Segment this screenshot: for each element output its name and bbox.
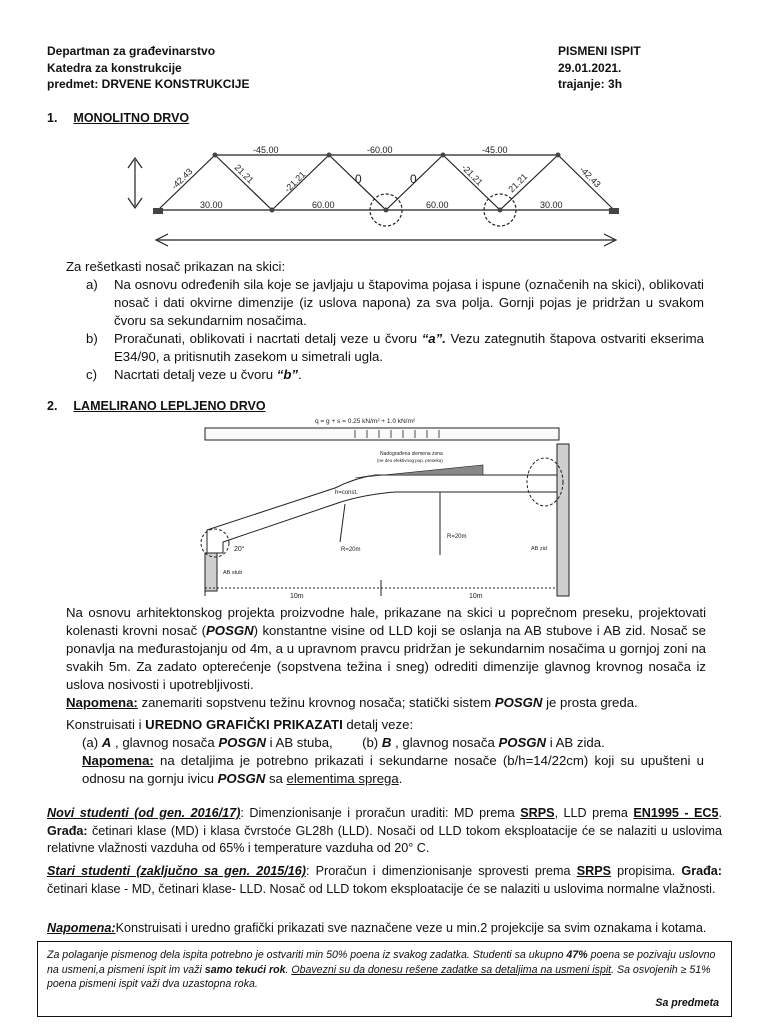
posgn-code: POSGN [498, 735, 547, 750]
bottom-chord-label-1: 30.00 [200, 200, 223, 210]
diagonal-label-4: 0 [410, 172, 417, 186]
ab-stub-label: AB stub [223, 570, 243, 576]
apex-note-1: Nadograđena slemena zona [380, 451, 443, 457]
course: predmet: DRVENE KONSTRUKCIJE [47, 77, 250, 91]
item-marker: b) [86, 331, 98, 346]
department: Departman za građevinarstvo [47, 44, 216, 58]
rules-box [37, 941, 732, 1017]
detail-b-text: , glavnog nosača [391, 735, 499, 750]
construct-text: detalj veze: [342, 717, 414, 732]
section2-heading: LAMELIRANO LEPLJENO DRVO [73, 399, 266, 413]
posgn-code: POSGN [206, 623, 254, 638]
node-b-ref: “b” [276, 367, 298, 382]
section1-number: 1. [47, 111, 58, 125]
old-students-label: Stari studenti (zaključno sa gen. 2015/16) [47, 864, 306, 878]
detail-b-letter: B [381, 735, 392, 750]
end-diagonal-left: -42.43 [169, 166, 195, 192]
note2-text: na detaljima je potrebno prikazati i sekundarne nosače (b/h=14/22cm) koji su upušteni u odnosu na gornju ivicu [82, 753, 704, 786]
detail-a-text: , glavnog nosača [111, 735, 219, 750]
header-right [558, 43, 641, 93]
rules-bold: samo tekući rok [204, 963, 286, 976]
item-text [114, 366, 704, 384]
header-left [47, 43, 249, 93]
ab-zid-label: AB zid [531, 546, 547, 552]
diagonal-label-5: -21.21 [459, 162, 485, 188]
item-marker: c) [86, 367, 97, 382]
old-text: propisima. [611, 864, 682, 878]
note1-label: Napomena: [66, 695, 138, 710]
exam-date: 29.01.2021. [558, 60, 622, 75]
note2 [82, 752, 704, 788]
posgn-code: POSGN [217, 771, 266, 786]
end-diagonal-right: -42.43 [577, 164, 603, 190]
rules-bold: 47% [566, 949, 588, 961]
note1-text: zanemariti sopstvenu težinu krovnog nosača; statički sistem [137, 695, 495, 710]
top-chord-label-2: -60.00 [367, 145, 393, 155]
span-label-1: 10m [290, 593, 304, 600]
srps-ref: SRPS [520, 806, 555, 820]
radius-label-2: R=20m [447, 534, 467, 540]
construct-line [66, 716, 706, 734]
section2-paragraph [66, 604, 706, 712]
old-students [47, 863, 722, 898]
section1-heading: MONOLITNO DRVO [73, 111, 190, 125]
glulam-figure [195, 410, 580, 602]
para-text: ) konstantne visine od LLD koji se oslanja na AB stubove i AB zid. Nosač se ponavlja na međurastojanju od 4m, a u upravnom pravcu pridržan je sekundarnim nosačima u gornjoj zoni na svakih 5m. Za zadato opterećenje (sopstvena težina i sneg) odrediti dimenzije glavnog krovnog nosača iz uslova nosivosti i upotrebljivosti. [66, 623, 706, 692]
item-text-part: Vezu zategnutih štapova ostvariti ekserima E34/90, a pritisnutih zasekom u simetrali ugla. [114, 331, 704, 364]
sprega-link: elementima sprega [286, 771, 399, 786]
diagonal-label-1: 21.21 [232, 162, 256, 186]
note2-label: Napomena: [82, 753, 154, 768]
rules-text: Za polaganje pismenog dela ispita potrebno je ostvariti min 50% poena iz svakog zadatka. Studenti sa ukupno [47, 949, 567, 961]
detail-b-marker: (b) [362, 735, 379, 750]
para-text: Na osnovu arhitektonskog projekta proizvodne hale, prikazane na skici u poprečnom preseku, projektovati kolenasti krovni nosač ( [66, 605, 706, 638]
node-a-ref: “a”. [421, 331, 446, 346]
rules-underlined: Obavezni su da donesu rešene zadatke sa detaljima na usmeni ispit [291, 963, 612, 976]
top-chord-label-1: -45.00 [253, 145, 279, 155]
general-note-label: Napomena: [47, 921, 116, 935]
detail-a-end: i AB stuba, [266, 735, 333, 750]
grade-label: Građa: [47, 823, 88, 838]
new-text: . [718, 806, 723, 820]
posgn-code: POSGN [494, 695, 543, 710]
signature: Sa predmeta [655, 996, 719, 1009]
item-text [114, 330, 704, 366]
detail-a-letter: A [101, 735, 112, 750]
posgn-code: POSGN [218, 735, 267, 750]
section1-list [86, 276, 704, 384]
diagonal-label-2: -21.21 [282, 169, 308, 195]
grade-label: Građa: [681, 864, 722, 878]
note1-end: je prosta greda. [542, 695, 638, 710]
detail-b-end: i AB zida. [546, 735, 605, 750]
list-item [86, 366, 704, 384]
detail-a-marker: (a) [82, 735, 99, 750]
construct-bold: UREDNO GRAFIČKI PRIKAZATI [145, 717, 343, 732]
detail-list [82, 734, 702, 752]
list-item [86, 330, 704, 366]
srps-ref: SRPS [576, 864, 611, 878]
bottom-chord-label-4: 30.00 [540, 200, 563, 210]
top-chord-label-3: -45.00 [482, 145, 508, 155]
apex-note-2: (ne deo efektivnog pop. preseka) [377, 458, 443, 463]
item-text-part: Nacrtati detalj veze u čvoru [114, 367, 277, 382]
grade-text: četinari klase (MD) i klasa čvrstoće GL28h (LLD). Nosači od LLD tokom eksploatacije će se nalaziti u uslovima relativne vlažnosti vazduha od 65% i temperature vazduha od 20° C. [47, 823, 722, 855]
span-label-2: 10m [469, 593, 483, 600]
rules-text: . [285, 963, 292, 976]
load-label: q = g + s = 0.25 kN/m² + 1.0 kN/m² [315, 418, 416, 425]
ec5-ref: EN1995 - EC5 [633, 806, 719, 820]
rules-text: . Sa osvojenih ≥ 51% poena pismeni ispit važi dva uzastopna roka. [47, 963, 711, 990]
new-students-label: Novi studenti (od gen. 2016/17) [47, 806, 241, 820]
list-item [86, 276, 704, 330]
exam-type: PISMENI ISPIT [558, 44, 641, 58]
general-note [47, 920, 722, 938]
new-text: , LLD prema [554, 806, 634, 820]
section2-number: 2. [47, 399, 58, 413]
old-text: : Proračun i dimenzionisanje sprovesti prema [305, 864, 577, 878]
item-text-part: . [297, 367, 302, 382]
note2-text: sa [265, 771, 287, 786]
item-text-part: Proračunati, oblikovati i nacrtati detalj veze u čvoru [114, 331, 422, 346]
section1-title [47, 111, 189, 125]
new-students [47, 805, 722, 858]
rules-text: poena se pozivaju uslovno na usmeni,a pismeni ispit im važi [47, 949, 716, 976]
item-text: Na osnovu određenih sila koje se javljaju u štapovima pojasa i ispune (označenih na skici), oblikovati nosač i dati okvirne dimenzije (iz uslova napona) za sva polja. Gornji pojas je pridržan u svakom čvoru sa sekundarnim nosačima. [114, 277, 704, 328]
construct-text: Konstruisati i [66, 717, 146, 732]
exam-duration: trajanje: 3h [558, 77, 623, 91]
item-marker: a) [86, 277, 98, 292]
diagonal-label-6: 21.21 [506, 171, 530, 195]
grade-text: četinari klase - MD, četinari klase- LLD. Nosač od LLD tokom eksploatacije će se nalaziti u uslovima normalne vlažnosti. [47, 881, 716, 896]
bottom-chord-label-2: 60.00 [312, 200, 335, 210]
h-const-label: h=const. [335, 490, 358, 496]
truss-figure [120, 140, 630, 252]
note2-end: . [398, 771, 403, 786]
section1-intro: Za rešetkasti nosač prikazan na skici: [66, 259, 286, 274]
general-note-text: Konstruisati i uredno grafički prikazati sve naznačene veze u min.2 projekcije sa svim oznakama i kotama. [115, 921, 707, 935]
angle-label: 20° [234, 546, 245, 553]
new-text: : Dimenzionisanje i proračun uraditi: MD prema [240, 806, 521, 820]
bottom-chord-label-3: 60.00 [426, 200, 449, 210]
diagonal-label-3: 0 [355, 172, 362, 186]
chair: Katedra za konstrukcije [47, 60, 182, 75]
radius-label-1: R=20m [341, 547, 361, 553]
